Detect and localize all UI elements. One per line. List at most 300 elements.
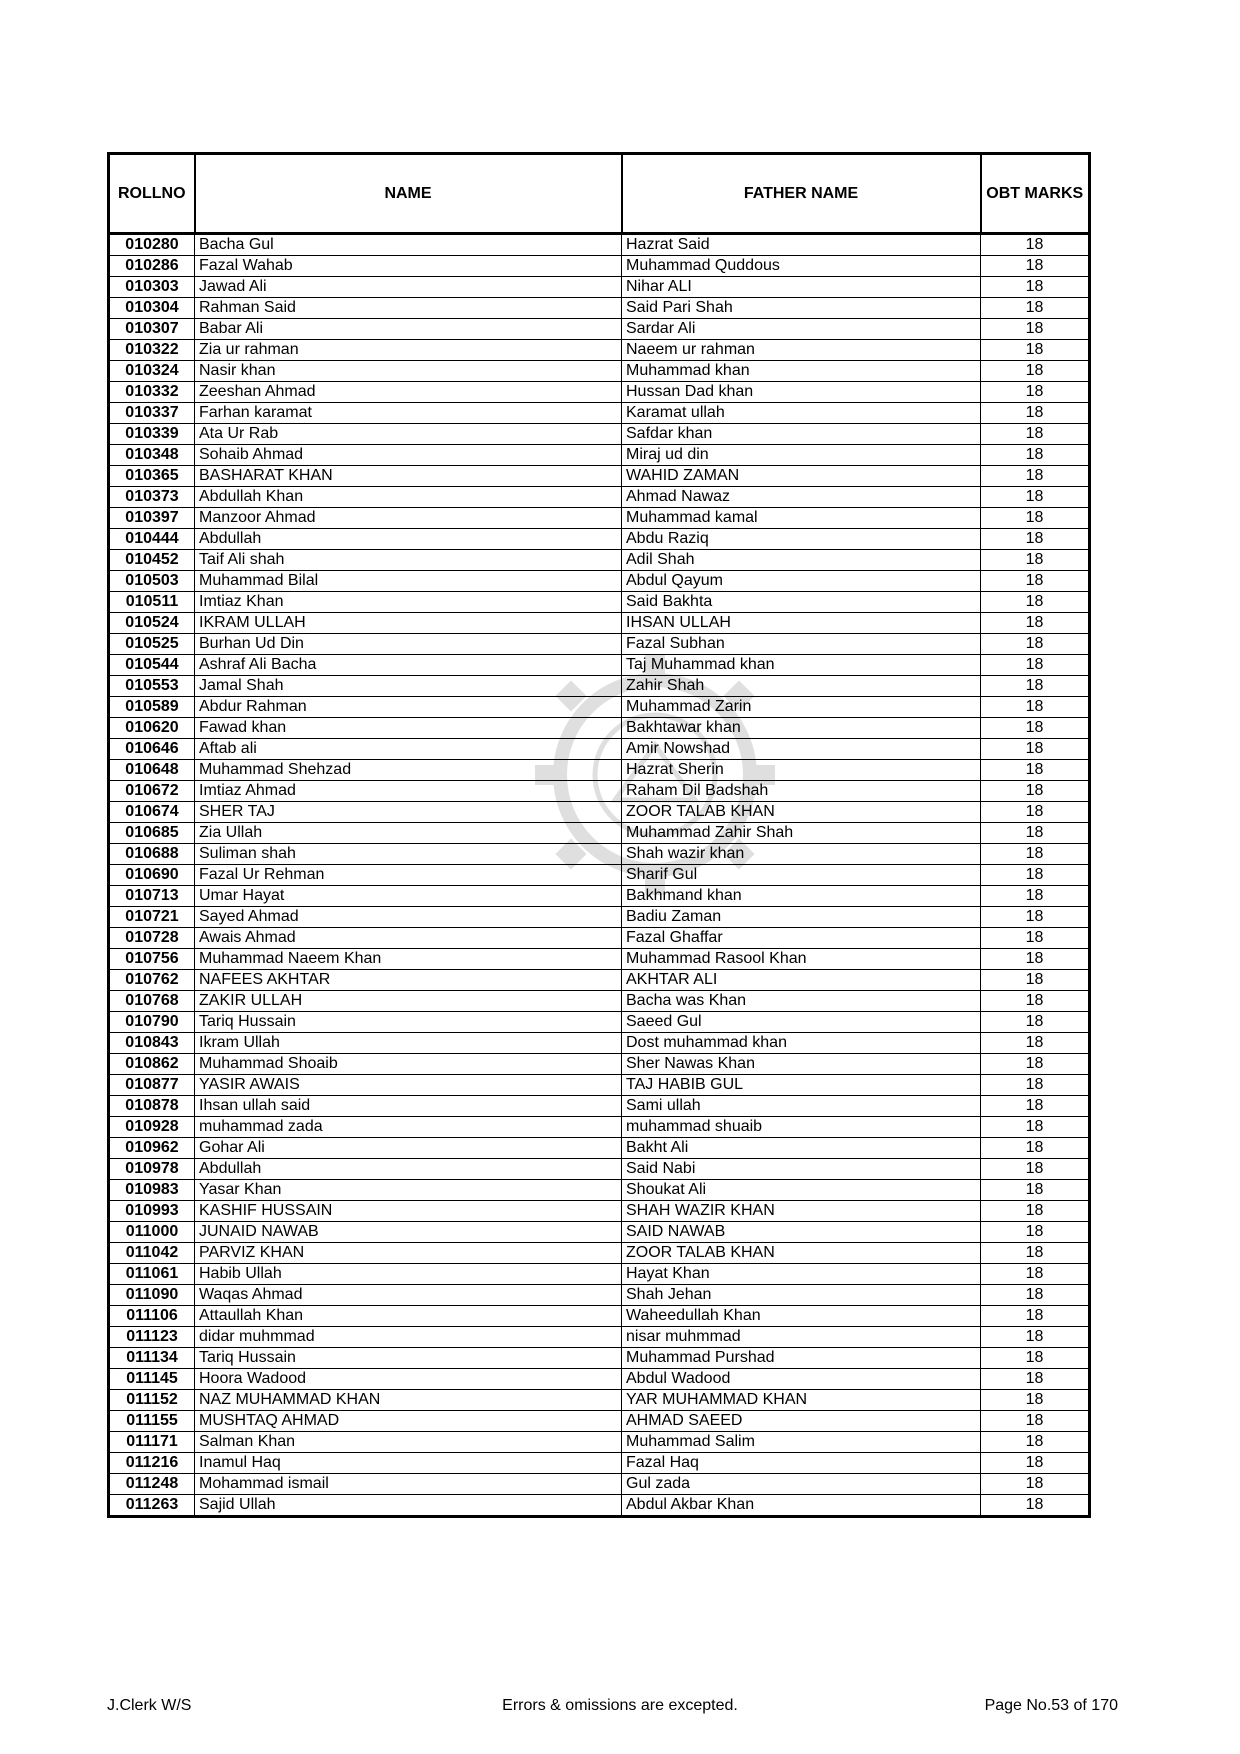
- cell-obt-marks: 18: [981, 592, 1090, 613]
- table-row: [109, 1495, 1090, 1517]
- table-row: [109, 676, 1090, 697]
- cell-name: Hoora Wadood: [195, 1369, 622, 1390]
- cell-obt-marks: 18: [981, 1264, 1090, 1285]
- cell-father-name: WAHID ZAMAN: [622, 466, 981, 487]
- table-row: [109, 466, 1090, 487]
- table-row: [109, 529, 1090, 550]
- cell-father-name: Muhammad Zahir Shah: [622, 823, 981, 844]
- cell-father-name: Saeed Gul: [622, 1012, 981, 1033]
- cell-name: PARVIZ KHAN: [195, 1243, 622, 1264]
- cell-father-name: Abdul Qayum: [622, 571, 981, 592]
- cell-name: Abdur Rahman: [195, 697, 622, 718]
- table-row: [109, 1453, 1090, 1474]
- cell-name: didar muhmmad: [195, 1327, 622, 1348]
- cell-name: Jamal Shah: [195, 676, 622, 697]
- cell-rollno: 010365: [109, 466, 195, 487]
- cell-name: Inamul Haq: [195, 1453, 622, 1474]
- cell-rollno: 010928: [109, 1117, 195, 1138]
- cell-name: Ata Ur Rab: [195, 424, 622, 445]
- cell-obt-marks: 18: [981, 760, 1090, 781]
- cell-name: muhammad zada: [195, 1117, 622, 1138]
- cell-father-name: SAID NAWAB: [622, 1222, 981, 1243]
- cell-father-name: Shoukat Ali: [622, 1180, 981, 1201]
- cell-father-name: Hazrat Sherin: [622, 760, 981, 781]
- cell-name: Habib Ullah: [195, 1264, 622, 1285]
- cell-rollno: 010332: [109, 382, 195, 403]
- cell-obt-marks: 18: [981, 949, 1090, 970]
- table-row: [109, 298, 1090, 319]
- cell-obt-marks: 18: [981, 340, 1090, 361]
- cell-name: Mohammad ismail: [195, 1474, 622, 1495]
- cell-obt-marks: 18: [981, 655, 1090, 676]
- cell-father-name: nisar muhmmad: [622, 1327, 981, 1348]
- cell-name: Muhammad Shehzad: [195, 760, 622, 781]
- cell-father-name: Fazal Subhan: [622, 634, 981, 655]
- cell-name: Zia ur rahman: [195, 340, 622, 361]
- cell-obt-marks: 18: [981, 1369, 1090, 1390]
- cell-name: Taif Ali shah: [195, 550, 622, 571]
- cell-name: Jawad Ali: [195, 277, 622, 298]
- table-row: [109, 970, 1090, 991]
- table-row: [109, 655, 1090, 676]
- cell-father-name: Muhammad Purshad: [622, 1348, 981, 1369]
- table-row: [109, 1054, 1090, 1075]
- cell-rollno: 010304: [109, 298, 195, 319]
- cell-obt-marks: 18: [981, 445, 1090, 466]
- table-row: [109, 991, 1090, 1012]
- cell-father-name: Sardar Ali: [622, 319, 981, 340]
- cell-obt-marks: 18: [981, 823, 1090, 844]
- cell-name: NAFEES AKHTAR: [195, 970, 622, 991]
- cell-rollno: 010862: [109, 1054, 195, 1075]
- cell-obt-marks: 18: [981, 529, 1090, 550]
- cell-name: Fazal Ur Rehman: [195, 865, 622, 886]
- cell-obt-marks: 18: [981, 1390, 1090, 1411]
- table-row: [109, 1390, 1090, 1411]
- cell-name: Abdullah: [195, 529, 622, 550]
- cell-father-name: Taj Muhammad khan: [622, 655, 981, 676]
- cell-father-name: Hussan Dad khan: [622, 382, 981, 403]
- cell-name: JUNAID NAWAB: [195, 1222, 622, 1243]
- cell-father-name: Bakhmand khan: [622, 886, 981, 907]
- cell-name: Abdullah: [195, 1159, 622, 1180]
- cell-name: Zeeshan Ahmad: [195, 382, 622, 403]
- table-row: [109, 403, 1090, 424]
- cell-father-name: Muhammad Zarin: [622, 697, 981, 718]
- cell-name: Aftab ali: [195, 739, 622, 760]
- cell-name: Muhammad Bilal: [195, 571, 622, 592]
- cell-obt-marks: 18: [981, 571, 1090, 592]
- cell-name: Nasir khan: [195, 361, 622, 382]
- cell-name: Awais Ahmad: [195, 928, 622, 949]
- footer-clerk: J.Clerk W/S: [107, 1697, 192, 1714]
- cell-obt-marks: 18: [981, 1012, 1090, 1033]
- cell-obt-marks: 18: [981, 382, 1090, 403]
- cell-rollno: 011042: [109, 1243, 195, 1264]
- table-body: [109, 234, 1090, 1517]
- cell-father-name: muhammad shuaib: [622, 1117, 981, 1138]
- cell-name: Imtiaz Ahmad: [195, 781, 622, 802]
- cell-rollno: 010620: [109, 718, 195, 739]
- cell-rollno: 010286: [109, 256, 195, 277]
- cell-rollno: 010685: [109, 823, 195, 844]
- cell-obt-marks: 18: [981, 1327, 1090, 1348]
- cell-father-name: Hayat Khan: [622, 1264, 981, 1285]
- cell-rollno: 010324: [109, 361, 195, 382]
- cell-father-name: Safdar khan: [622, 424, 981, 445]
- table-row: [109, 1222, 1090, 1243]
- cell-obt-marks: 18: [981, 739, 1090, 760]
- cell-father-name: Sher Nawas Khan: [622, 1054, 981, 1075]
- cell-rollno: 011171: [109, 1432, 195, 1453]
- cell-name: Burhan Ud Din: [195, 634, 622, 655]
- table-row: [109, 886, 1090, 907]
- cell-obt-marks: 18: [981, 1243, 1090, 1264]
- cell-father-name: IHSAN ULLAH: [622, 613, 981, 634]
- cell-rollno: 010511: [109, 592, 195, 613]
- cell-rollno: 010348: [109, 445, 195, 466]
- cell-father-name: Bakht Ali: [622, 1138, 981, 1159]
- cell-father-name: Nihar ALI: [622, 277, 981, 298]
- table-row: [109, 739, 1090, 760]
- cell-name: BASHARAT KHAN: [195, 466, 622, 487]
- table-row: [109, 1159, 1090, 1180]
- column-header-obt-marks: OBT MARKS: [981, 154, 1090, 234]
- table-row: [109, 1327, 1090, 1348]
- cell-rollno: 010337: [109, 403, 195, 424]
- cell-obt-marks: 18: [981, 319, 1090, 340]
- cell-father-name: ZOOR TALAB KHAN: [622, 1243, 981, 1264]
- cell-rollno: 010525: [109, 634, 195, 655]
- cell-father-name: SHAH WAZIR KHAN: [622, 1201, 981, 1222]
- cell-rollno: 011263: [109, 1495, 195, 1517]
- cell-obt-marks: 18: [981, 256, 1090, 277]
- table-row: [109, 760, 1090, 781]
- table-row: [109, 319, 1090, 340]
- column-header-name: NAME: [195, 154, 622, 234]
- cell-father-name: Amir Nowshad: [622, 739, 981, 760]
- table-row: [109, 781, 1090, 802]
- cell-obt-marks: 18: [981, 1138, 1090, 1159]
- cell-rollno: 010672: [109, 781, 195, 802]
- table-row: [109, 508, 1090, 529]
- cell-name: ZAKIR ULLAH: [195, 991, 622, 1012]
- cell-father-name: ZOOR TALAB KHAN: [622, 802, 981, 823]
- cell-rollno: 011123: [109, 1327, 195, 1348]
- cell-name: Ikram Ullah: [195, 1033, 622, 1054]
- cell-father-name: TAJ HABIB GUL: [622, 1075, 981, 1096]
- cell-name: Suliman shah: [195, 844, 622, 865]
- cell-obt-marks: 18: [981, 697, 1090, 718]
- cell-father-name: Ahmad Nawaz: [622, 487, 981, 508]
- cell-obt-marks: 18: [981, 1306, 1090, 1327]
- cell-obt-marks: 18: [981, 718, 1090, 739]
- cell-rollno: 011106: [109, 1306, 195, 1327]
- table-row: [109, 1075, 1090, 1096]
- table-row: [109, 802, 1090, 823]
- cell-father-name: Gul zada: [622, 1474, 981, 1495]
- cell-rollno: 010790: [109, 1012, 195, 1033]
- cell-rollno: 010339: [109, 424, 195, 445]
- cell-rollno: 010713: [109, 886, 195, 907]
- table-row: [109, 1243, 1090, 1264]
- cell-father-name: Muhammad khan: [622, 361, 981, 382]
- table-row: [109, 424, 1090, 445]
- cell-obt-marks: 18: [981, 298, 1090, 319]
- cell-name: Rahman Said: [195, 298, 622, 319]
- cell-rollno: 010646: [109, 739, 195, 760]
- table-row: [109, 1348, 1090, 1369]
- cell-father-name: Abdu Raziq: [622, 529, 981, 550]
- cell-father-name: Fazal Haq: [622, 1453, 981, 1474]
- table-row: [109, 1264, 1090, 1285]
- cell-name: Sajid Ullah: [195, 1495, 622, 1517]
- table-row: [109, 1369, 1090, 1390]
- cell-rollno: 010544: [109, 655, 195, 676]
- cell-obt-marks: 18: [981, 1411, 1090, 1432]
- cell-father-name: Abdul Wadood: [622, 1369, 981, 1390]
- cell-name: KASHIF HUSSAIN: [195, 1201, 622, 1222]
- cell-father-name: Muhammad Quddous: [622, 256, 981, 277]
- table-row: [109, 844, 1090, 865]
- cell-name: Abdullah Khan: [195, 487, 622, 508]
- cell-father-name: Shah wazir khan: [622, 844, 981, 865]
- cell-name: SHER TAJ: [195, 802, 622, 823]
- table-header-row: [109, 154, 1090, 234]
- cell-father-name: Sami ullah: [622, 1096, 981, 1117]
- cell-obt-marks: 18: [981, 1201, 1090, 1222]
- cell-rollno: 010756: [109, 949, 195, 970]
- cell-name: Zia Ullah: [195, 823, 622, 844]
- cell-rollno: 010503: [109, 571, 195, 592]
- table-row: [109, 928, 1090, 949]
- cell-father-name: YAR MUHAMMAD KHAN: [622, 1390, 981, 1411]
- cell-name: Muhammad Shoaib: [195, 1054, 622, 1075]
- cell-rollno: 011061: [109, 1264, 195, 1285]
- table-row: [109, 361, 1090, 382]
- cell-rollno: 011090: [109, 1285, 195, 1306]
- cell-obt-marks: 18: [981, 1054, 1090, 1075]
- cell-obt-marks: 18: [981, 1117, 1090, 1138]
- cell-father-name: Bakhtawar khan: [622, 718, 981, 739]
- cell-obt-marks: 18: [981, 361, 1090, 382]
- cell-name: Attaullah Khan: [195, 1306, 622, 1327]
- cell-name: Bacha Gul: [195, 234, 622, 256]
- table-row: [109, 234, 1090, 256]
- cell-obt-marks: 18: [981, 1222, 1090, 1243]
- cell-rollno: 010978: [109, 1159, 195, 1180]
- cell-name: IKRAM ULLAH: [195, 613, 622, 634]
- cell-name: Babar Ali: [195, 319, 622, 340]
- cell-rollno: 010962: [109, 1138, 195, 1159]
- cell-name: Waqas Ahmad: [195, 1285, 622, 1306]
- cell-rollno: 010553: [109, 676, 195, 697]
- cell-father-name: Said Pari Shah: [622, 298, 981, 319]
- cell-father-name: Muhammad kamal: [622, 508, 981, 529]
- cell-rollno: 010303: [109, 277, 195, 298]
- cell-rollno: 010768: [109, 991, 195, 1012]
- table-row: [109, 613, 1090, 634]
- table-row: [109, 1180, 1090, 1201]
- cell-rollno: 010307: [109, 319, 195, 340]
- cell-father-name: Miraj ud din: [622, 445, 981, 466]
- cell-obt-marks: 18: [981, 424, 1090, 445]
- cell-obt-marks: 18: [981, 676, 1090, 697]
- cell-obt-marks: 18: [981, 277, 1090, 298]
- cell-father-name: Muhammad Rasool Khan: [622, 949, 981, 970]
- table-row: [109, 382, 1090, 403]
- cell-father-name: Waheedullah Khan: [622, 1306, 981, 1327]
- cell-name: MUSHTAQ AHMAD: [195, 1411, 622, 1432]
- cell-name: YASIR AWAIS: [195, 1075, 622, 1096]
- cell-obt-marks: 18: [981, 1075, 1090, 1096]
- cell-rollno: 010878: [109, 1096, 195, 1117]
- cell-name: Imtiaz Khan: [195, 592, 622, 613]
- cell-rollno: 011155: [109, 1411, 195, 1432]
- table-row: [109, 1306, 1090, 1327]
- table-row: [109, 1432, 1090, 1453]
- column-header-father-name: FATHER NAME: [622, 154, 981, 234]
- cell-name: Fawad khan: [195, 718, 622, 739]
- cell-obt-marks: 18: [981, 403, 1090, 424]
- table-row: [109, 823, 1090, 844]
- table-row: [109, 1117, 1090, 1138]
- cell-rollno: 011216: [109, 1453, 195, 1474]
- cell-rollno: 010993: [109, 1201, 195, 1222]
- cell-father-name: Said Nabi: [622, 1159, 981, 1180]
- cell-rollno: 010397: [109, 508, 195, 529]
- cell-obt-marks: 18: [981, 865, 1090, 886]
- cell-obt-marks: 18: [981, 1453, 1090, 1474]
- footer-disclaimer: Errors & omissions are excepted.: [502, 1697, 738, 1714]
- cell-obt-marks: 18: [981, 844, 1090, 865]
- cell-obt-marks: 18: [981, 1348, 1090, 1369]
- cell-obt-marks: 18: [981, 781, 1090, 802]
- table-row: [109, 865, 1090, 886]
- cell-obt-marks: 18: [981, 508, 1090, 529]
- table-row: [109, 1096, 1090, 1117]
- table-row: [109, 949, 1090, 970]
- table-row: [109, 1138, 1090, 1159]
- cell-rollno: 010524: [109, 613, 195, 634]
- table-row: [109, 571, 1090, 592]
- table-row: [109, 1411, 1090, 1432]
- cell-obt-marks: 18: [981, 802, 1090, 823]
- cell-rollno: 010648: [109, 760, 195, 781]
- cell-rollno: 010688: [109, 844, 195, 865]
- cell-father-name: AHMAD SAEED: [622, 1411, 981, 1432]
- table-row: [109, 907, 1090, 928]
- cell-rollno: 010452: [109, 550, 195, 571]
- cell-rollno: 011145: [109, 1369, 195, 1390]
- cell-obt-marks: 18: [981, 634, 1090, 655]
- cell-name: Muhammad Naeem Khan: [195, 949, 622, 970]
- cell-father-name: Karamat ullah: [622, 403, 981, 424]
- footer-page-number: Page No.53 of 170: [984, 1697, 1118, 1714]
- cell-obt-marks: 18: [981, 1180, 1090, 1201]
- cell-name: Tariq Hussain: [195, 1348, 622, 1369]
- cell-rollno: 010877: [109, 1075, 195, 1096]
- table-row: [109, 1033, 1090, 1054]
- cell-obt-marks: 18: [981, 1096, 1090, 1117]
- cell-rollno: 010690: [109, 865, 195, 886]
- cell-name: Yasar Khan: [195, 1180, 622, 1201]
- cell-name: Tariq Hussain: [195, 1012, 622, 1033]
- table-row: [109, 718, 1090, 739]
- table-row: [109, 1012, 1090, 1033]
- cell-name: Fazal Wahab: [195, 256, 622, 277]
- table-row: [109, 256, 1090, 277]
- cell-rollno: 010322: [109, 340, 195, 361]
- cell-name: Ashraf Ali Bacha: [195, 655, 622, 676]
- results-table: [107, 152, 1091, 1518]
- cell-name: Manzoor Ahmad: [195, 508, 622, 529]
- cell-name: Sayed Ahmad: [195, 907, 622, 928]
- cell-obt-marks: 18: [981, 1495, 1090, 1517]
- cell-father-name: Muhammad Salim: [622, 1432, 981, 1453]
- cell-father-name: Shah Jehan: [622, 1285, 981, 1306]
- cell-name: Salman Khan: [195, 1432, 622, 1453]
- cell-obt-marks: 18: [981, 613, 1090, 634]
- cell-father-name: Adil Shah: [622, 550, 981, 571]
- cell-father-name: AKHTAR ALI: [622, 970, 981, 991]
- cell-father-name: Fazal Ghaffar: [622, 928, 981, 949]
- cell-rollno: 010280: [109, 234, 195, 256]
- cell-rollno: 010444: [109, 529, 195, 550]
- cell-obt-marks: 18: [981, 1033, 1090, 1054]
- cell-father-name: Dost muhammad khan: [622, 1033, 981, 1054]
- cell-name: Farhan karamat: [195, 403, 622, 424]
- cell-name: Gohar Ali: [195, 1138, 622, 1159]
- cell-rollno: 011134: [109, 1348, 195, 1369]
- cell-obt-marks: 18: [981, 886, 1090, 907]
- cell-name: NAZ MUHAMMAD KHAN: [195, 1390, 622, 1411]
- table-row: [109, 592, 1090, 613]
- cell-rollno: 010589: [109, 697, 195, 718]
- table-row: [109, 1474, 1090, 1495]
- cell-obt-marks: 18: [981, 970, 1090, 991]
- cell-rollno: 011000: [109, 1222, 195, 1243]
- cell-obt-marks: 18: [981, 1432, 1090, 1453]
- cell-rollno: 010843: [109, 1033, 195, 1054]
- cell-father-name: Zahir Shah: [622, 676, 981, 697]
- cell-father-name: Badiu Zaman: [622, 907, 981, 928]
- table-row: [109, 1285, 1090, 1306]
- cell-obt-marks: 18: [981, 1159, 1090, 1180]
- cell-obt-marks: 18: [981, 991, 1090, 1012]
- cell-obt-marks: 18: [981, 1285, 1090, 1306]
- cell-father-name: Bacha was Khan: [622, 991, 981, 1012]
- cell-father-name: Hazrat Said: [622, 234, 981, 256]
- table-row: [109, 550, 1090, 571]
- cell-rollno: 011152: [109, 1390, 195, 1411]
- table-row: [109, 697, 1090, 718]
- cell-name: Umar Hayat: [195, 886, 622, 907]
- cell-obt-marks: 18: [981, 487, 1090, 508]
- cell-name: Ihsan ullah said: [195, 1096, 622, 1117]
- cell-rollno: 010983: [109, 1180, 195, 1201]
- table-row: [109, 1201, 1090, 1222]
- cell-rollno: 010762: [109, 970, 195, 991]
- cell-obt-marks: 18: [981, 466, 1090, 487]
- table-row: [109, 277, 1090, 298]
- cell-obt-marks: 18: [981, 1474, 1090, 1495]
- cell-father-name: Abdul Akbar Khan: [622, 1495, 981, 1517]
- cell-obt-marks: 18: [981, 907, 1090, 928]
- cell-father-name: Sharif Gul: [622, 865, 981, 886]
- column-header-rollno: ROLLNO: [109, 154, 195, 234]
- cell-rollno: 010674: [109, 802, 195, 823]
